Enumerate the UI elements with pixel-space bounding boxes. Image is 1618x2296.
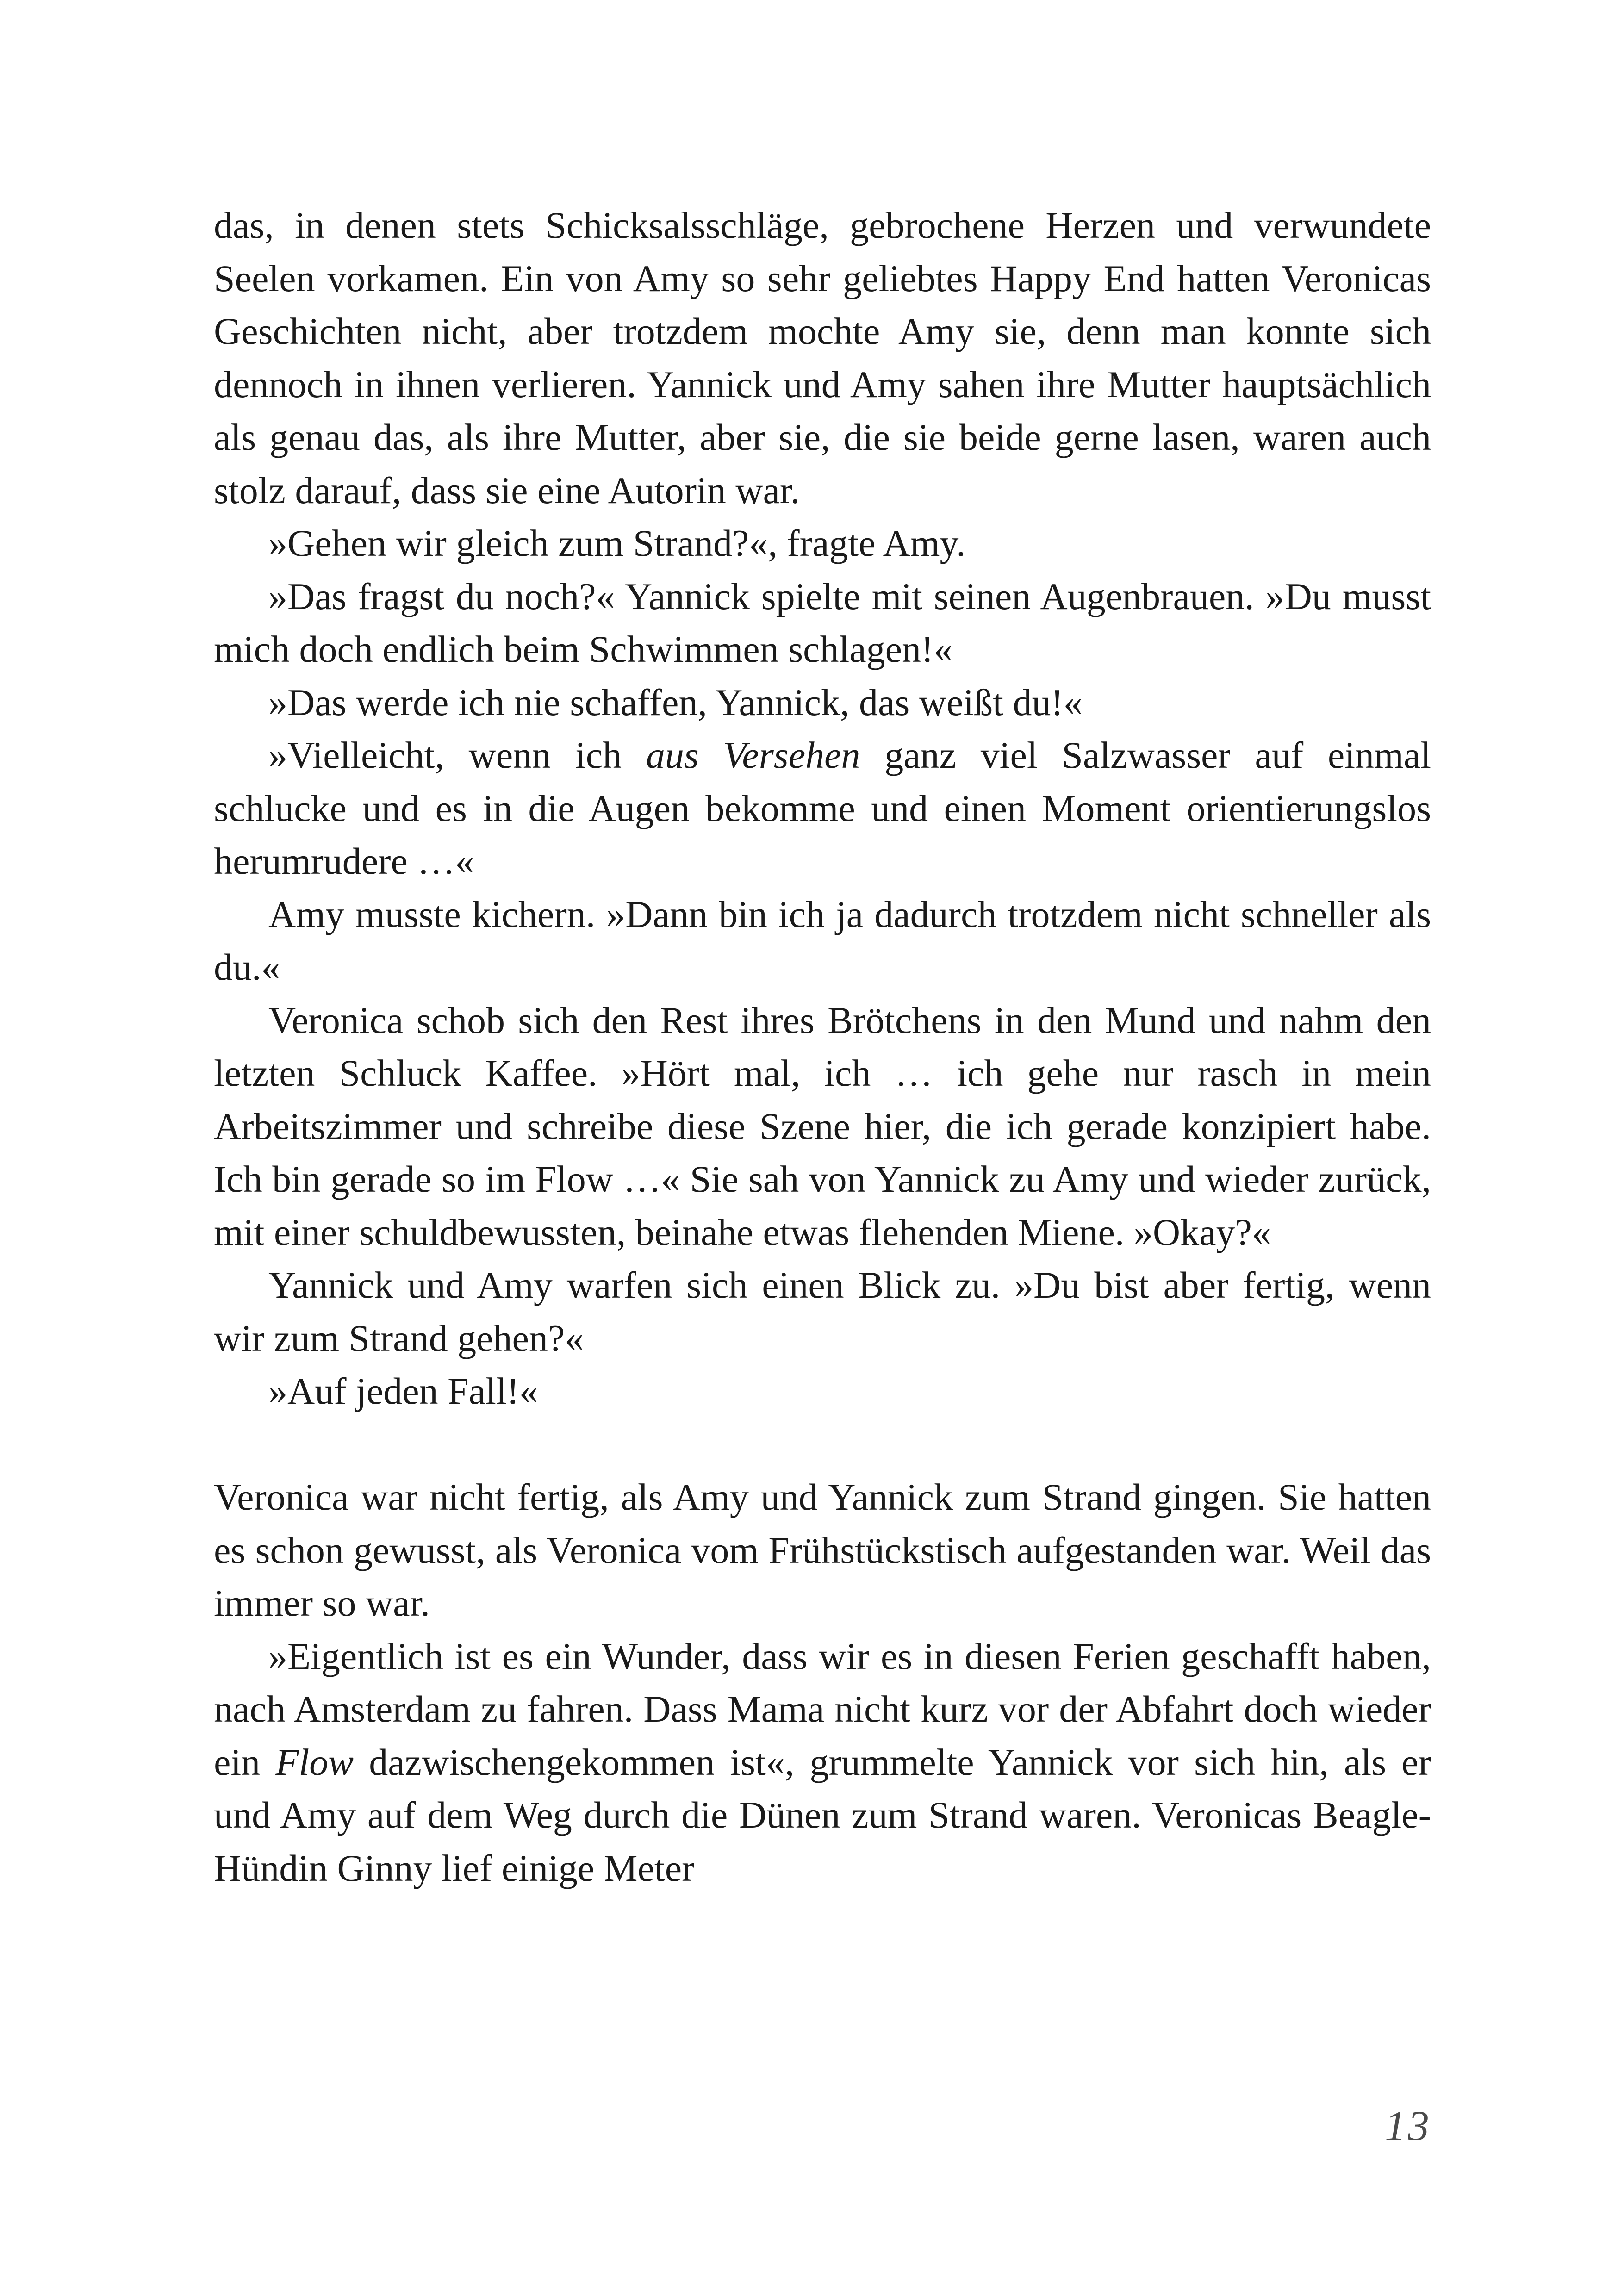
paragraph: »Auf jeden Fall!« <box>268 1370 538 1412</box>
body-text <box>214 199 1431 1895</box>
text-run: »Eigentlich ist es ein Wunder, dass wir es in diesen Ferien geschafft haben, nach Amsterdam zu fahren. Dass Mama nicht kurz vor der Abfahrt doch wieder ein <box>214 1635 1431 1783</box>
page-number: 13 <box>1385 2102 1431 2149</box>
paragraph: das, in denen stets Schicksalsschläge, gebrochene Herzen und verwundete Seelen vorkamen. Ein von Amy so sehr geliebtes Happy End hatten Veronicas Geschichten nicht, aber trotzdem mochte Amy sie, denn man konnte sich dennoch in ihnen verlieren. Yannick und Amy sahen ihre Mutter hauptsächlich als genau das, als ihre Mutter, aber sie, die sie beide gerne lasen, waren auch stolz darauf, dass sie eine Autorin war. <box>214 204 1431 511</box>
text-run: »Vielleicht, wenn ich <box>268 734 646 776</box>
paragraph: »Das fragst du noch?« Yannick spielte mit seinen Augenbrauen. »Du musst mich doch endlich beim Schwimmen schlagen!« <box>214 575 1431 670</box>
emphasis: aus Versehen <box>646 734 860 776</box>
paragraph: »Das werde ich nie schaffen, Yannick, das weißt du!« <box>268 681 1083 723</box>
text-run: dazwischengekommen ist«, grummelte Yannick vor sich hin, als er und Amy auf dem Weg durch die Dünen zum Strand waren. Veronicas Beagle-Hündin Ginny lief einige Meter <box>214 1741 1431 1889</box>
paragraph: Yannick und Amy warfen sich einen Blick zu. »Du bist aber fertig, wenn wir zum Strand gehen?« <box>214 1264 1431 1359</box>
emphasis: Flow <box>275 1741 354 1783</box>
paragraph <box>214 1630 1431 1895</box>
paragraph: »Gehen wir gleich zum Strand?«, fragte Amy. <box>268 522 966 564</box>
paragraph: Veronica schob sich den Rest ihres Brötchens in den Mund und nahm den letzten Schluck Kaffee. »Hört mal, ich … ich gehe nur rasch in mein Arbeitszimmer und schreibe diese Szene hier, die ich gerade konzipiert habe. Ich bin gerade so im Flow …« Sie sah von Yannick zu Amy und wieder zurück, mit einer schuldbewussten, beinahe etwas flehenden Miene. »Okay?« <box>214 999 1431 1253</box>
paragraph <box>214 729 1431 888</box>
paragraph: Veronica war nicht fertig, als Amy und Yannick zum Strand gingen. Sie hatten es schon gewusst, als Veronica vom Frühstückstisch aufgestanden war. Weil das immer so war. <box>214 1476 1431 1624</box>
text-run: ganz viel Salzwasser auf einmal schlucke und es in die Augen bekomme und einen Moment orientierungslos herumrudere …« <box>214 734 1431 882</box>
paragraph: Amy musste kichern. »Dann bin ich ja dadurch trotzdem nicht schneller als du.« <box>214 893 1431 988</box>
